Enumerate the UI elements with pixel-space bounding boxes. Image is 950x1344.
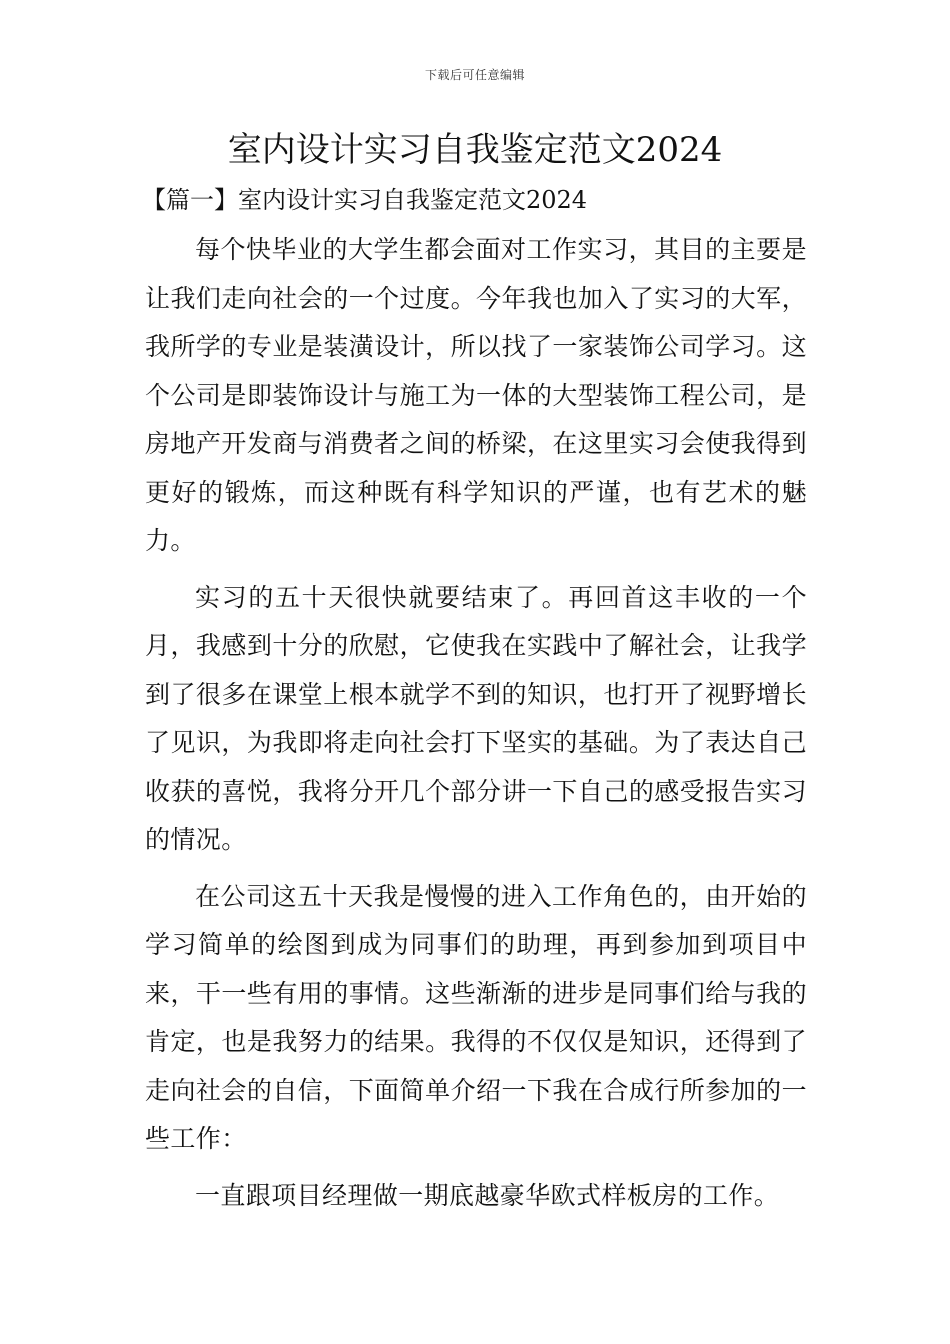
paragraph-1: 每个快毕业的大学生都会面对工作实习，其目的主要是让我们走向社会的一个过度。今年我也加入了实习的大军，我所学的专业是装潢设计，所以找了一家装饰公司学习。这个公司是即装饰设计与施工为一体的大型装饰工程公司，是房地产开发商与消费者之间的桥梁，在这里实习会使我得到更好的锻炼，而这种既有科学知识的严谨，也有艺术的魅力。 (145, 235, 807, 555)
document-title: 室内设计实习自我鉴定范文2024 (227, 130, 723, 170)
paragraph-4: 一直跟项目经理做一期底越豪华欧式样板房的工作。 (195, 1180, 780, 1210)
paragraph-2: 实习的五十天很快就要结束了。再回首这丰收的一个月，我感到十分的欣慰，它使我在实践中了解社会，让我学到了很多在课堂上根本就学不到的知识，也打开了视野增长了见识，为我即将走向社会打下坚实的基础。为了表达自己收获的喜悦，我将分开几个部分讲一下自己的感受报告实习的情况。 (145, 582, 807, 854)
section-heading: 【篇一】室内设计实习自我鉴定范文2024 (142, 186, 588, 214)
header-note: 下载后可任意编辑 (424, 68, 525, 82)
body-text (145, 226, 807, 1228)
paragraph-3: 在公司这五十天我是慢慢的进入工作角色的，由开始的学习简单的绘图到成为同事们的助理，再到参加到项目中来，干一些有用的事情。这些渐渐的进步是同事们给与我的肯定，也是我努力的结果。我得的不仅仅是知识，还得到了走向社会的自信，下面简单介绍一下我在合成行所参加的一些工作： (145, 881, 807, 1153)
